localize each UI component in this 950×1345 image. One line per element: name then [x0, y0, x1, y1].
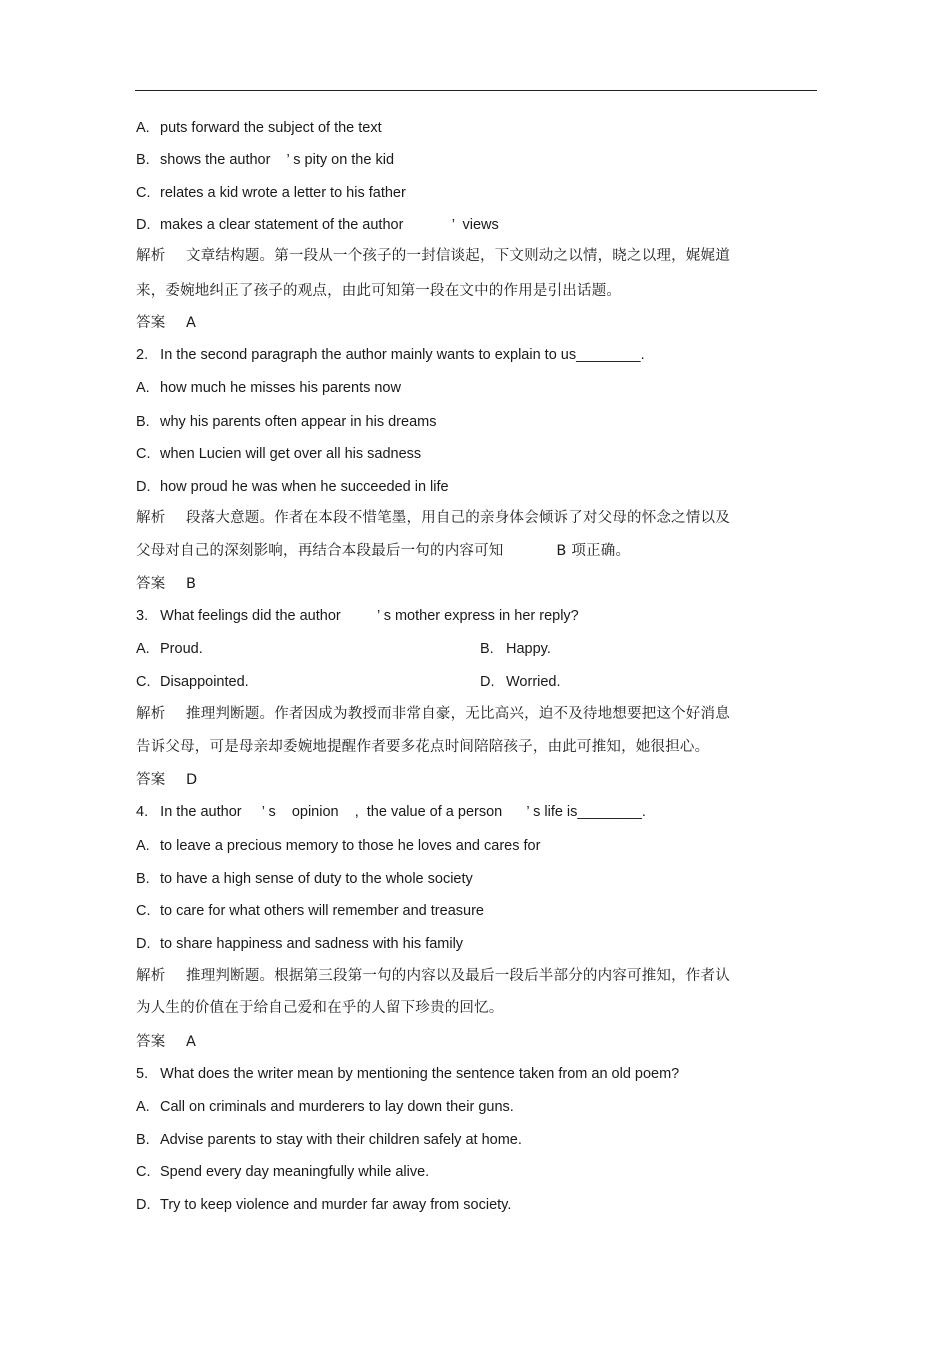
q3-explanation-line1: 解析 推理判断题。作者因成为教授而非常自豪，无比高兴，迫不及待地想要把这个好消息 [136, 706, 730, 722]
q1-option-d: D. makes a clear statement of the author ’ views [136, 217, 499, 233]
q3-option-b: B. Happy. [480, 641, 551, 657]
q2-answer: 答案 B [136, 576, 197, 592]
q5-option-c: C. Spend every day meaningfully while alive. [136, 1164, 430, 1180]
q1-explanation-line1: 解析 文章结构题。第一段从一个孩子的一封信谈起，下文则动之以情，晓之以理，娓娓道 [136, 248, 730, 264]
q3-option-c: C. Disappointed. [136, 674, 249, 690]
q1-option-b: B. shows the author ’ s pity on the kid [136, 152, 395, 168]
q2-explanation-line2: 父母对自己的深刻影响，再结合本段最后一句的内容可知 B 项正确。 [136, 543, 631, 559]
q2-option-d: D. how proud he was when he succeeded in life [136, 479, 449, 495]
q3-option-d: D. Worried. [480, 674, 561, 690]
q4-stem: 4. In the author ’ s opinion , the value of a person ’ s life is________. [136, 804, 646, 820]
q4-answer: 答案 A [136, 1034, 197, 1050]
q5-option-b: B. Advise parents to stay with their children safely at home. [136, 1132, 522, 1148]
q2-stem: 2. In the second paragraph the author mainly wants to explain to us________. [136, 347, 645, 363]
q4-explanation-line1: 解析 推理判断题。根据第三段第一句的内容以及最后一段后半部分的内容可推知，作者认 [136, 968, 730, 984]
q5-option-a: A. Call on criminals and murderers to lay down their guns. [136, 1099, 514, 1115]
q4-explanation-line2: 为人生的价值在于给自己爱和在乎的人留下珍贵的回忆。 [136, 1000, 504, 1016]
q1-answer: 答案 A [136, 315, 197, 331]
q1-explanation-line2: 来，委婉地纠正了孩子的观点，由此可知第一段在文中的作用是引出话题。 [136, 283, 622, 299]
q5-stem: 5. What does the writer mean by mentioning the sentence taken from an old poem? [136, 1066, 680, 1082]
header-rule [135, 90, 817, 91]
q2-option-c: C. when Lucien will get over all his sadness [136, 446, 422, 462]
q3-option-a: A. Proud. [136, 641, 203, 657]
q3-answer: 答案 D [136, 772, 198, 788]
q4-option-a: A. to leave a precious memory to those he loves and cares for [136, 838, 541, 854]
q1-option-c: C. relates a kid wrote a letter to his father [136, 185, 406, 201]
q2-explanation-line1: 解析 段落大意题。作者在本段不惜笔墨，用自己的亲身体会倾诉了对父母的怀念之情以及 [136, 510, 730, 526]
q2-option-b: B. why his parents often appear in his dreams [136, 414, 437, 430]
q4-option-d: D. to share happiness and sadness with his family [136, 936, 464, 952]
q4-option-b: B. to have a high sense of duty to the whole society [136, 871, 473, 887]
q5-option-d: D. Try to keep violence and murder far away from society. [136, 1197, 512, 1213]
q1-option-a: A. puts forward the subject of the text [136, 120, 382, 136]
q3-stem: 3. What feelings did the author ’ s mother express in her reply? [136, 608, 579, 624]
q4-option-c: C. to care for what others will remember and treasure [136, 903, 484, 919]
q3-explanation-line2: 告诉父母，可是母亲却委婉地提醒作者要多花点时间陪陪孩子，由此可推知，她很担心。 [136, 739, 710, 755]
q2-option-a: A. how much he misses his parents now [136, 380, 401, 396]
